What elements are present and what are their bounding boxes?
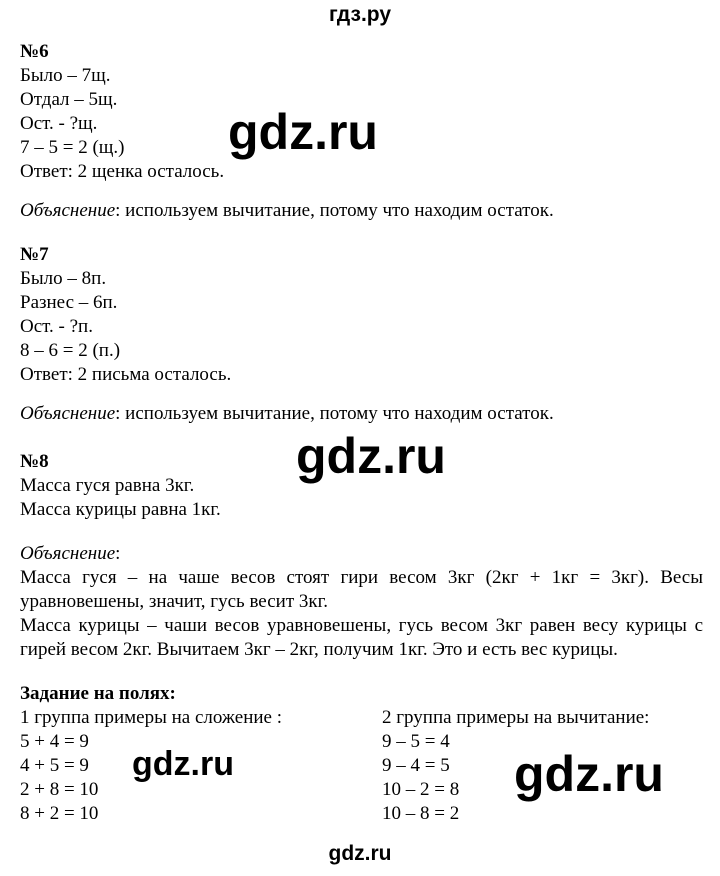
- watermark: gdz.ru: [296, 428, 446, 484]
- example-line: 9 – 5 = 4: [382, 731, 450, 752]
- answer-line: Ответ: 2 щенка осталось.: [20, 161, 225, 182]
- explanation-label: Объяснение: [20, 543, 116, 564]
- task-6: [20, 40, 224, 184]
- margin-task-title: Задание на полях:: [20, 683, 176, 704]
- example-line: 8 + 2 = 10: [20, 803, 99, 824]
- task-line: Масса курицы равна 1кг.: [20, 499, 221, 520]
- task-7-explanation: [20, 402, 554, 426]
- task-line: Ост. - ?щ.: [20, 113, 98, 134]
- explanation-paragraph: Масса гуся – на чаше весов стоят гири весом 3кг (2кг + 1кг = 3кг). Весы уравновешены, значит, гусь весит 3кг.: [20, 567, 703, 612]
- task-7: [20, 243, 231, 387]
- watermark: gdz.ru: [514, 746, 664, 802]
- task-number: №6: [20, 41, 49, 62]
- example-line: 5 + 4 = 9: [20, 731, 89, 752]
- task-number: №8: [20, 451, 49, 472]
- task-line: 7 – 5 = 2 (щ.): [20, 137, 125, 158]
- site-footer: gdz.ru: [328, 842, 392, 865]
- example-line: 10 – 2 = 8: [382, 779, 460, 800]
- site-header: гдз.ру: [328, 3, 392, 26]
- task-line: Было – 7щ.: [20, 65, 111, 86]
- task-6-explanation: [20, 199, 554, 223]
- explanation-label: Объяснение: [20, 403, 116, 424]
- task-line: Было – 8п.: [20, 268, 107, 289]
- task-line: Разнес – 6п.: [20, 292, 118, 313]
- explanation-text: : используем вычитание, потому что находим остаток.: [115, 200, 554, 221]
- example-line: 4 + 5 = 9: [20, 755, 89, 776]
- watermark: gdz.ru: [228, 104, 378, 160]
- explanation-colon: :: [115, 543, 121, 564]
- task-line: Отдал – 5щ.: [20, 89, 118, 110]
- watermark: gdz.ru: [132, 745, 234, 783]
- example-line: 10 – 8 = 2: [382, 803, 460, 824]
- task-line: 8 – 6 = 2 (п.): [20, 340, 121, 361]
- task-line: Масса гуся равна 3кг.: [20, 475, 195, 496]
- task-8-explanation-heading: [20, 542, 120, 566]
- task-line: Ост. - ?п.: [20, 316, 93, 337]
- explanation-paragraph: Масса курицы – чаши весов уравновешены, гусь весом 3кг равен весу курицы с гирей весом 2кг. Вычитаем 3кг – 2кг, получим 1кг. Это и есть вес курицы.: [20, 615, 703, 660]
- task-8: [20, 450, 221, 522]
- example-line: 2 + 8 = 10: [20, 779, 99, 800]
- explanation-text: : используем вычитание, потому что находим остаток.: [115, 403, 554, 424]
- group-title: 1 группа примеры на сложение :: [20, 707, 283, 728]
- task-number: №7: [20, 244, 49, 265]
- explanation-label: Объяснение: [20, 200, 116, 221]
- group-title: 2 группа примеры на вычитание:: [382, 707, 650, 728]
- answer-line: Ответ: 2 письма осталось.: [20, 364, 232, 385]
- example-line: 9 – 4 = 5: [382, 755, 450, 776]
